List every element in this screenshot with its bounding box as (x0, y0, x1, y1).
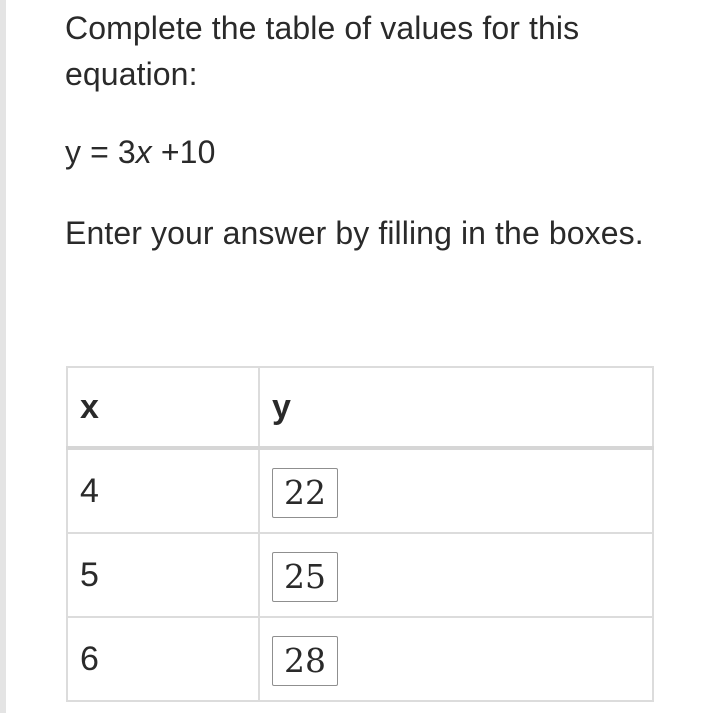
row-y-cell (259, 448, 653, 533)
equation-x: x (135, 134, 152, 170)
row-y-cell (259, 617, 653, 701)
header-x: x (67, 367, 259, 448)
answer-input[interactable]: 22 (272, 468, 338, 518)
row-x-value: 5 (67, 533, 259, 617)
row-x-value: 4 (67, 448, 259, 533)
equation (65, 129, 665, 175)
values-table (66, 366, 654, 702)
equation-equals: = 3 (81, 134, 136, 170)
header-y: y (259, 367, 653, 448)
table-row (67, 448, 653, 533)
question-text (65, 5, 665, 256)
equation-y: y (65, 134, 82, 170)
question-prompt: Complete the table of values for this equation: (65, 10, 580, 92)
answer-input[interactable]: 28 (272, 636, 338, 686)
instruction-text: Enter your answer by filling in the boxes. (65, 215, 644, 251)
table-row (67, 533, 653, 617)
row-x-value: 6 (67, 617, 259, 701)
table-header-row (67, 367, 653, 448)
equation-rest: +10 (151, 134, 216, 170)
answer-input[interactable]: 25 (272, 552, 338, 602)
table-row (67, 617, 653, 701)
left-divider (0, 0, 6, 713)
row-y-cell (259, 533, 653, 617)
